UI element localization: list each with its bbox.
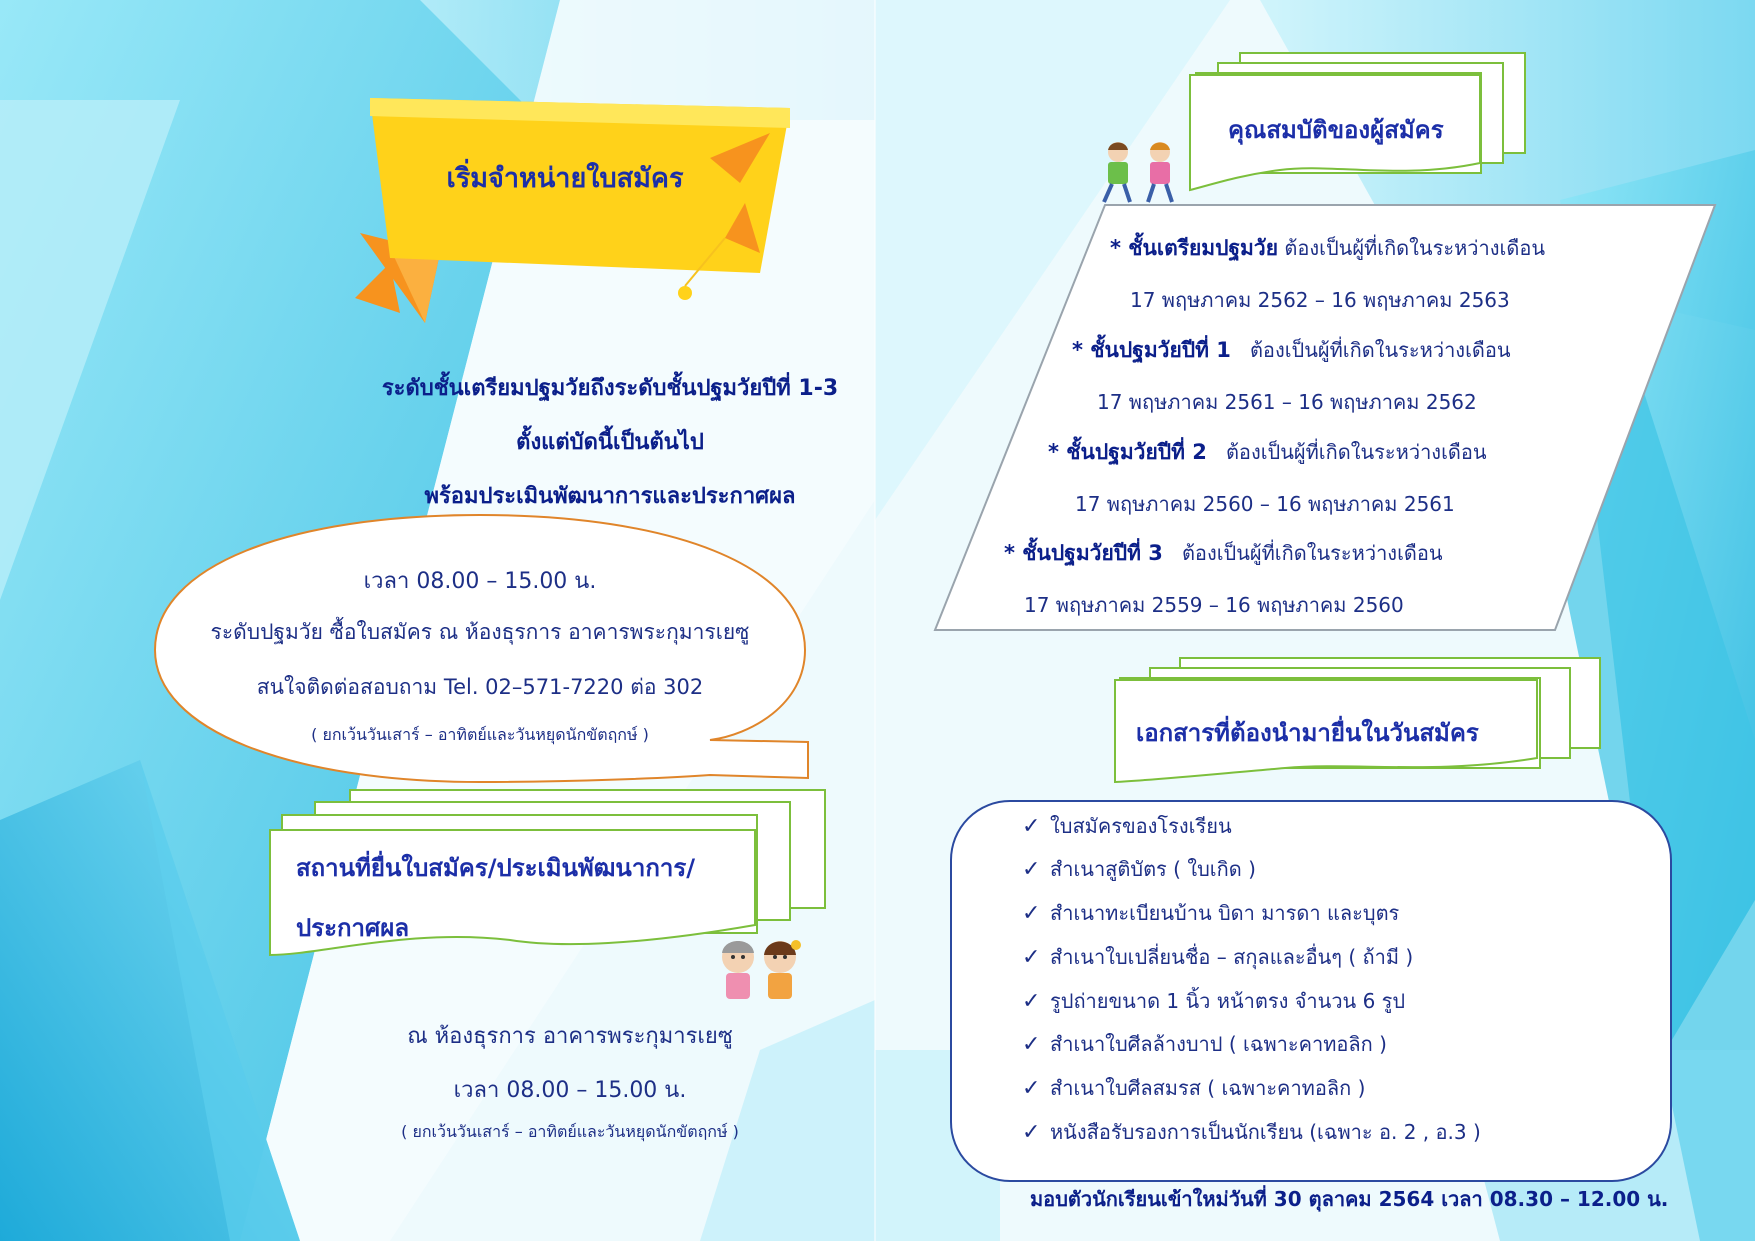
check-icon: ✓ (1022, 1120, 1041, 1145)
document-item-2 (1022, 853, 1256, 885)
check-icon: ✓ (1022, 1032, 1041, 1057)
qualification-range-3: 17 พฤษภาคม 2560 – 16 พฤษภาคม 2561 (1075, 492, 1455, 516)
qualification-level: * ชั้นปฐมวัยปีที่ 1 (1072, 338, 1231, 362)
bubble-note: ( ยกเว้นวันเสาร์ – อาทิตย์และวันหยุดนักขัตฤกษ์ ) (311, 725, 649, 744)
banner-title: เริ่มจำหน่ายใบสมัคร (446, 163, 684, 194)
check-icon: ✓ (1022, 945, 1041, 970)
document-label: สำเนาสูติบัตร ( ใบเกิด ) (1050, 857, 1256, 881)
intro-line-3: พร้อมประเมินพัฒนาการและประกาศผล (424, 484, 796, 509)
bubble-place: ระดับปฐมวัย ซื้อใบสมัคร ณ ห้องธุรการ อาคารพระกุมารเยซู (210, 620, 750, 644)
check-icon: ✓ (1022, 814, 1041, 839)
bubble-contact: สนใจติดต่อสอบถาม Tel. 02–571-7220 ต่อ 302 (256, 675, 704, 699)
check-icon: ✓ (1022, 857, 1041, 882)
document-item-7 (1022, 1072, 1365, 1104)
document-label: ใบสมัครของโรงเรียน (1050, 814, 1232, 838)
document-item-3 (1022, 897, 1399, 929)
location-card-line-2: ประกาศผล (296, 914, 410, 942)
qualification-level: * ชั้นปฐมวัยปีที่ 2 (1048, 440, 1207, 464)
qualification-requirement: ต้องเป็นผู้ที่เกิดในระหว่างเดือน (1284, 236, 1546, 260)
qualification-requirement: ต้องเป็นผู้ที่เกิดในระหว่างเดือน (1249, 338, 1511, 362)
location-card-line-1: สถานที่ยื่นใบสมัคร/ประเมินพัฒนาการ/ (296, 854, 695, 882)
document-item-4 (1022, 941, 1413, 973)
qualification-row-3 (1048, 436, 1487, 469)
check-icon: ✓ (1022, 901, 1041, 926)
document-label: สำเนาใบศีลสมรส ( เฉพาะคาทอลิก ) (1050, 1076, 1366, 1100)
location-place: ณ ห้องธุรการ อาคารพระกุมารเยซู (407, 1024, 733, 1049)
banner-graphic (330, 88, 830, 348)
qualification-requirement: ต้องเป็นผู้ที่เกิดในระหว่างเดือน (1225, 440, 1487, 464)
intro-line-2: ตั้งแต่บัดนี้เป็นต้นไป (516, 430, 704, 455)
intro-line-1: ระดับชั้นเตรียมปฐมวัยถึงระดับชั้นปฐมวัยปีที่ 1-3 (381, 376, 839, 401)
qualification-range-1: 17 พฤษภาคม 2562 – 16 พฤษภาคม 2563 (1130, 288, 1510, 312)
document-label: สำเนาทะเบียนบ้าน บิดา มารดา และบุตร (1050, 901, 1400, 925)
qualification-row-4 (1004, 537, 1443, 570)
document-item-8 (1022, 1116, 1481, 1148)
qualification-row-1 (1110, 232, 1545, 265)
children-running-icon (1090, 138, 1190, 208)
document-item-5 (1022, 985, 1405, 1017)
qualification-row-2 (1072, 334, 1511, 367)
check-icon: ✓ (1022, 989, 1041, 1014)
document-label: สำเนาใบเปลี่ยนชื่อ – สกุลและอื่นๆ ( ถ้ามี ) (1050, 945, 1414, 969)
document-label: สำเนาใบศีลล้างบาป ( เฉพาะคาทอลิก ) (1050, 1032, 1387, 1056)
document-label: รูปถ่ายขนาด 1 นิ้ว หน้าตรง จำนวน 6 รูป (1050, 989, 1406, 1013)
orientation-footer: มอบตัวนักเรียนเข้าใหม่วันที่ 30 ตุลาคม 2564 เวลา 08.30 – 12.00 น. (1030, 1187, 1669, 1211)
document-label: หนังสือรับรองการเป็นนักเรียน (เฉพาะ อ. 2 , อ.3 ) (1050, 1120, 1481, 1144)
qualification-level: * ชั้นปฐมวัยปีที่ 3 (1004, 541, 1163, 565)
document-item-6 (1022, 1028, 1387, 1060)
qualification-requirement: ต้องเป็นผู้ที่เกิดในระหว่างเดือน (1181, 541, 1443, 565)
qualification-range-2: 17 พฤษภาคม 2561 – 16 พฤษภาคม 2562 (1097, 390, 1477, 414)
qualification-level: * ชั้นเตรียมปฐมวัย (1110, 236, 1278, 260)
children-greeting-icon (710, 935, 810, 1010)
bubble-time: เวลา 08.00 – 15.00 น. (363, 569, 597, 594)
check-icon: ✓ (1022, 1076, 1041, 1101)
qualification-range-4: 17 พฤษภาคม 2559 – 16 พฤษภาคม 2560 (1024, 593, 1404, 617)
qualification-title: คุณสมบัติของผู้สมัคร (1228, 116, 1444, 144)
qualification-panel (930, 200, 1730, 640)
document-item-1 (1022, 810, 1232, 842)
documents-title: เอกสารที่ต้องนำมายื่นในวันสมัคร (1136, 719, 1479, 747)
location-time: เวลา 08.00 – 15.00 น. (453, 1078, 687, 1103)
location-note: ( ยกเว้นวันเสาร์ – อาทิตย์และวันหยุดนักขัตฤกษ์ ) (401, 1122, 739, 1141)
